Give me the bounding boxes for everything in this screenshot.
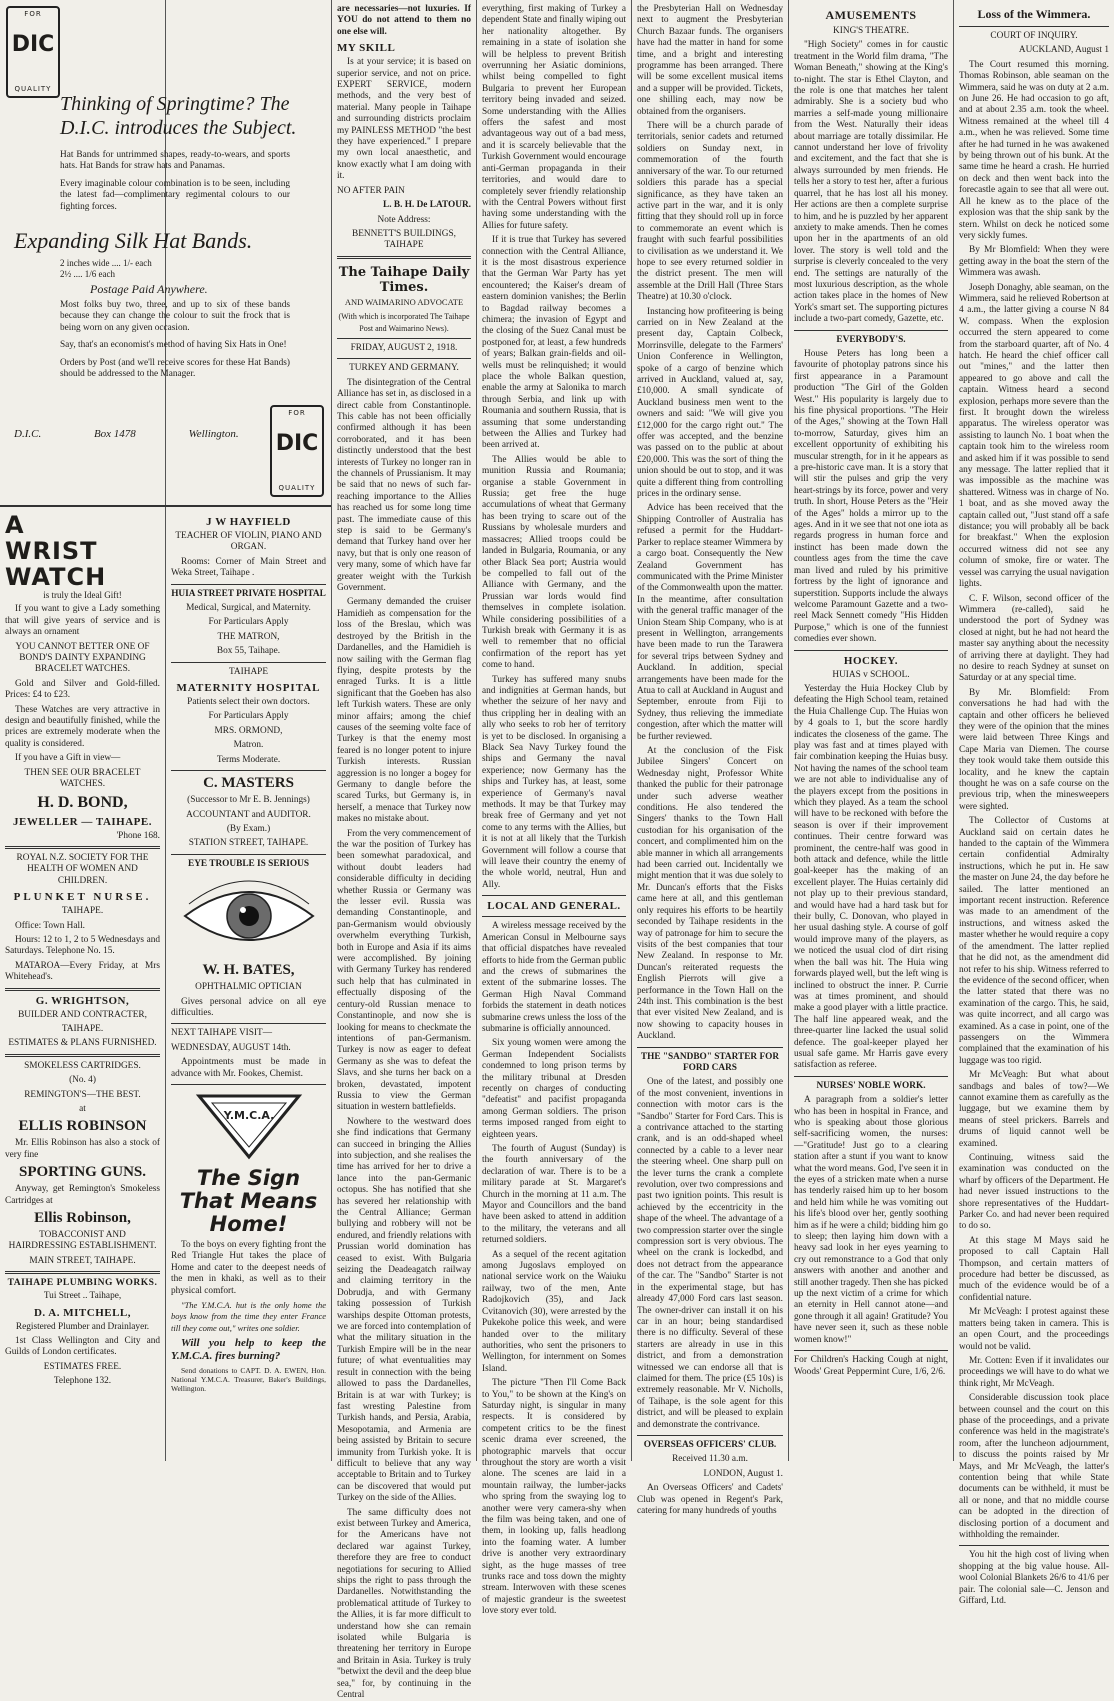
section-rule: [171, 584, 326, 585]
dic-intro: Hat Bands for untrimmed shapes, ready-to-wears, and sports hats. Hat Bands for straw hats and Panamas.: [60, 150, 290, 172]
dic-economist: Say, that's an economist's method of having Six Hats in One!: [60, 340, 287, 351]
overseas-received: Received 11.30 a.m.: [672, 1454, 748, 1465]
masthead-incorp: (With which is incorporated The Taihape Post and Waimarino News).: [338, 312, 470, 333]
section-rule: [794, 650, 948, 651]
section-rule: [171, 854, 326, 855]
cartridges-text: Mr. Ellis Robinson has also a stock of very fine: [5, 1138, 160, 1160]
dic-sig-right: Wellington.: [188, 428, 239, 440]
kings-head: KING'S THEATRE.: [833, 26, 909, 36]
hockey-head: HOCKEY.: [843, 654, 899, 667]
visit-head: NEXT TAIHAPE VISIT—: [171, 1028, 273, 1039]
section-rule: [0, 505, 331, 507]
local-paragraph: The fourth of August (Sunday) is the fourth anniversary of the declaration of war. There is to be a military parade at St. Margaret's Church in the morning at 11 a.m. The Mayor and Councillors and the band have been asked to attend in addition to the military, the veterans and all returned soldiers.: [482, 1144, 626, 1246]
eye-illustration: [179, 874, 319, 958]
overseas-paragraph: An Overseas Officers' and Cadets' Club was opened in Regent's Park, catering for many hundreds of youths: [637, 1483, 783, 1516]
cartridges-ad: [5, 1061, 160, 1267]
dic-logo: [270, 405, 324, 497]
dic-prices: [60, 258, 260, 280]
plumbing-phone: Telephone 132.: [53, 1376, 112, 1387]
dentist-address-note: Note Address:: [377, 214, 431, 225]
wimmera-dateline: AUCKLAND, August 1: [1018, 45, 1109, 56]
hockey-sub: HUIAS v SCHOOL.: [832, 669, 910, 680]
hayfield-name: J W HAYFIELD: [206, 516, 291, 528]
plunket-place: TAIHAPE.: [61, 906, 104, 917]
section-rule: [794, 330, 948, 331]
plumbing-trade: Registered Plumber and Drainlayer.: [15, 1321, 150, 1332]
cartridges-line: REMINGTON'S—THE BEST.: [24, 1089, 141, 1100]
wimmera-paragraph: Mr. Cotten: Even if it invalidates our proceedings we will have to do what we think right, Mr McVeagh.: [959, 1355, 1109, 1389]
maternity-particulars: For Particulars Apply: [208, 711, 289, 722]
leader-paragraph: The disintegration of the Central Alliance has set in, as disclosed in a direct cable from Constantinople. This cable has not been officially confirmed although it has been corroborated, and it has been distinctly understood that the best interests of Turkey no longer ran in the channels of Prussianism. It may be said that no news of such far-reaching importance to the Allies has reached us for some long time past. The immediate cause of this step is said to be Germany's demand that Turkey hand over her navy, but that is only one reason of very many, some of which have far greater weight with the Turkish Government.: [337, 377, 471, 594]
dic-advertisement: [0, 0, 331, 505]
maternity-title: MATERNITY HOSPITAL: [176, 682, 321, 695]
ymca-body: To the boys on every fighting front the Red Triangle Hut takes the place of Home and cater to the deepest needs of the men in khaki, as well as to their physical comfort.: [171, 1239, 326, 1296]
leader-paragraph: The same difficulty does not exist between Turkey and America, for the Americans have not declared war against Turkey, therefore they are free to conduct negotiations for securing to Allied ships the right to pass through the Dardanelles. Notwithstanding the problematical attitude of Turkey to the Allies, it is far more difficult to understand how she can remain isolated while Bulgaria is threatening her territory in Europe and Britain in Asia. Turkey is truly "betwixt the devil and the deep blue sea," for, by continuing in the Central: [337, 1507, 471, 1701]
hospital-particulars: For Particulars Apply: [208, 617, 289, 628]
robinson-street: MAIN STREET, TAIHAPE.: [29, 1255, 136, 1266]
local-paragraph: the Presbyterian Hall on Wednesday next to augment the Presbyterian Church Bazaar funds. The organisers have had the matter in hand for some time, and a bright and interesting programme has been arranged. There will be some excellent musical items and a supper will be provided. Tickets, one shilling each, may now be obtained from the organisers.: [637, 4, 783, 117]
section-rule: [959, 1545, 1109, 1546]
hospital-box: Box 55, Taihape.: [216, 646, 281, 657]
local-paragraph: Advice has been received that the Shipping Controller of Australia has refused a permit for the Huddart-Parker to replace steamer Wimmera by a cargo boat. Consequently the New Zealand Government has communicated with the Prime Minister of the Commonwealth upon the matter. In the meantime, after consultation with the general traffic manager of the Union Steam Ship Company, who is at present in Wellington, arrangements have been made to run the Tarawera for several trips between Sydney and Auckland. In addition, special arrangements have been made for the Atua to call at Auckland in August and September, enroute from Fiji to Sydney, thus relieving the immediate congestion, after which the matter will be further reviewed.: [637, 503, 783, 742]
masters-name: C. MASTERS: [203, 775, 294, 792]
dentist-name: L. B. H. De LATOUR.: [383, 200, 471, 211]
local-paragraph: A wireless message received by the American Consul in Melbourne says that official dispatches have revealed efforts to hide from the German public and the crews of submarines the extent of the submarine losses. The German High Naval Command forbids the statement in death notices submarine crews unless the loss of the submarine is officially announced.: [482, 921, 626, 1034]
leader-paragraph: Nowhere to the westward does she find indications that Germany can succeed in bringing the Allies into subjection, and she realises the time has arrived for her to drive a lance into the pan-Germanic octopus. She has notified that she has severed her relationship with the Central Alliance; German bullying and robbery will not be endured, and friendly relations with Prussian world domination has ceased to exist. With Bulgaria seizing the Deadeagatch railway and claiming territory in the Dobrudja, and with Germany taking possession of Turkish warships despite Ottoman protests, we are forced into contemplation of what the military situation in the Turkish Empire will be in the near future; of what eventualities may result in connection with the being allowed to pass the Dardanelles, Britain is at war with Turkey; is fast wresting Palestine from Turkish hands, and Persia, Arabia, Mesopotamia, and Armenia are being assisted by Britain to secure immunity from Turkish yoke. It is difficult to believe that any way acceptable to Britain and to Turkey can be discovered that would put Turkey on the side of the Allies.: [337, 1116, 471, 1504]
skill-top: are necessaries—not luxuries. If YOU do not attend to them no one else will.: [337, 4, 471, 37]
local-paragraph: Instancing how profiteering is being carried on in New Zealand at the present day, Captain Colbeck, Morrinsville, delegate to the Farmers' Union Conference in Wellington, spoke of a cargo of benzine which arrived in Auckland, valued at, say, £10,000. A small syndicate of Auckland business men went to the owners and said: "We will give you £12,000 for the cargo right out." The offer was accepted, and the benzine was passed on to the public at about £20,000. This was the sort of thing the union should be out to stop, and it was quite a different thing from controlling prices in the ordinary sense.: [637, 306, 783, 500]
wimmera-paragraph: At this stage M Mays said he proposed to call Captain Hall Thompson, and certain matters of procedure had better be discussed, as much of the evidence would be of a confidential nature.: [959, 1235, 1109, 1303]
dic-combo: Every imaginable colour combination is to be seen, including the latest fad—complimentary regimental colours to our fighting forces.: [60, 178, 290, 212]
wimmera-paragraph: By Mr. Blomfield: From conversations he had had with the captain and other officers he believed they were of the opinion that the mines were laid between Three Kings and Cape Maria van Diemen. The course they took would take them outside this locality, and he knew the captain thought he was on a safe course on the previous trip, when the minesweepers were sighted.: [959, 687, 1109, 812]
column-5: [632, 0, 788, 1516]
maternity-sub: Patients select their own doctors.: [187, 697, 310, 708]
wrist-title: A: [5, 511, 25, 539]
masters-trade: ACCOUNTANT and AUDITOR.: [186, 809, 311, 820]
robinson-name: ELLIS ROBINSON: [18, 1118, 147, 1135]
plunket-office: Office: Town Hall.: [15, 920, 86, 931]
wrist-watch-ad: [5, 512, 160, 842]
bates-advice: Gives personal advice on all eye difficulties.: [171, 996, 326, 1018]
leader-paragraph: everything, first making of Turkey a dependent State and finally wiping out her nationality altogether. By remaining in a state of isolation she will be helpless to prevent British overrunning her Asiatic dominions, whilst being compelled to fight Bulgaria to prevent her European territory being invaded and seized. Some understanding with the Allies offers the safest and most advantageous way out of a bad mess, and it is scarcely believable that the Turkish Government would encourage anti-German propaganda in their territories, and would dare to completely sever friendly relationship with the Central Powers without first having some understanding with the Allies for future safety.: [482, 4, 626, 231]
leader-paragraph: From the very commencement of the war the position of Turkey has been somewhat paradoxical, and without doubt leaders had considerable difficulty in deciding whether Russia or Germany was the lesser evil. Russia was demanding Constantinople, and pan-Germanism would obviously overwhelm everything Turkish, both in Europe and Asia if its aims were accomplished. By joining with Germany Turkey has rendered such help that has culminated in effectually disposing of the century-old Russian menace to Constantinople, and now she is looking for means to checkmate the intentions of pan-Germanism. Turkey is now as eager to defeat Germany as she was to defeat the Slavs, and she turns her back on a broken, devastated, impotent Russia to view the German situation in western battlefields.: [337, 828, 471, 1113]
hayfield-rooms: Rooms: Corner of Main Street and Weka Street, Taihape .: [171, 556, 326, 579]
amusement-paragraph: "High Society" comes in for caustic treatment in the World film drama, "The Woman Beneath," showing at the King's to-night. The star is Ethel Clayton, and the role is one that matches her talent admirably. She is a society bud who marries a self-made young millionaire from the West. Naturally their ideas about marriage are totally dissimilar. He cannot understand her love of frivolity and excitement, and the fact that she is always surrounded by men friends. He tells her a story to test her, after a furious quarrel, that he has lost all his money. Her actions are then a complete surprise to him, and he is puzzled by her apparent anxiety to make amends. Then he comes upon her in the apartments of an old lover. The story is well told and the surprise is cleverly concealed to the very end. The settings are naturally of the most luxurious description, as the whole action takes place in the homes of New York's smart set. The supporting pictures include a two-part comedy, Gazette, etc.: [794, 40, 948, 325]
plumbing-title: TAIHAPE PLUMBING WORKS.: [7, 1278, 158, 1289]
local-paragraph: The picture "Then I'll Come Back to You," to be shown at the King's on Saturday night, is singular in many respects. It is considered by competent critics to be the finest scenic drama ever screened, the photographic marvels that occur throughout the story are worth a visit alone. The scenes are laid in a mountain railway, the lumber-jacks who spring from the swaying log to another were very camera-shy when the film was being taken, and one of them, in looking up, falls headlong into the foaming water. A lumber drive is another very extraordinary sight, as the huge masses of tree trunks race and toss down the mighty stream. Interwoven with these scenes of majestic grandeur is the sweetest love story ever told.: [482, 1378, 626, 1617]
hospital-sub: Medical, Surgical, and Maternity.: [186, 603, 311, 614]
plumbing-ad: [5, 1278, 160, 1387]
section-rule: [337, 358, 471, 359]
wrightson-trade: BUILDER AND CONTRACTER,: [18, 1009, 147, 1020]
court-head: COURT OF INQUIRY.: [990, 31, 1078, 41]
logo-text: FOR: [288, 409, 306, 417]
dic-postage: Postage Paid Anywhere.: [90, 282, 208, 296]
amusements-head: AMUSEMENTS: [825, 8, 917, 22]
section-rule: [5, 1271, 160, 1274]
local-paragraph: There will be a church parade of territorials, senior cadets and returned soldiers on Sunday next, in commemoration of the fourth anniversary of the war. To our returned soldiers this parade has a special significance, as they have taken an active part in the war, and it is only fitting that they should roll up in force to commemorate an event which is fraught with such fearful possibilities to civilisation as we understand it. We hope to see every returned soldier in the district present. The men will assemble at the Drill Hall (Three Stars Theatre) at 10.30 o'clock.: [637, 121, 783, 303]
visit-date: WEDNESDAY, AUGUST 14th.: [171, 1042, 291, 1053]
leader-head: TURKEY AND GERMANY.: [349, 363, 459, 374]
dic-most-folks: Most folks buy two, three, and up to six of these bands because they can change the colour to suit the frock that is being worn on any given occasion.: [60, 300, 290, 333]
masthead-sub: AND WAIMARINO ADVOCATE: [344, 296, 464, 307]
plumbing-cert: 1st Class Wellington and City and Guilds of London certificates.: [5, 1336, 160, 1358]
bates-name: W. H. BATES,: [202, 962, 295, 979]
local-paragraph: As a sequel of the recent agitation among Jugoslavs employed on national service work on the Waiuku railway, two of the men, Ante Radojkovich (35), and Jack Cvitanovich (30), were arrested by the Pukekohe police this week, and were handed over to the military authorities, who sent the prisoners to Wellington, for internment on Somes Island.: [482, 1249, 626, 1374]
wimmera-paragraph: Continuing, witness said the examination was conducted on the wharf by officers of the Department. He had never issued instructions to the shore representatives of the Huddart-Parker Co. and had never been required to do so.: [959, 1153, 1109, 1232]
logo-text: QUALITY: [14, 85, 52, 93]
sandbo-paragraph: One of the latest, and possibly one of the most convenient, inventions in connection with motor cars is the "Sandbo" Starter for Ford Cars. This is a contrivance attached to the starting crank, and is an odd-shaped wheel connected by a cable to a lever near the steering wheel. One sharp pull on the lever turns the crank a complete revolution, over two compressions and past two ignition points. This result is achieved by the eccentricity in the shape of the wheel. The advantage of a two compression starter over the single compression sort is very obvious. The wheel on the crank is lockedbd, and does not detract from the appearance of the car. The "Sandbo" Starter is not in the experimental stage, but has already 47,000 Ford cars last season. The owner-driver can install it on his car in an hour; being standardised there is no difficulty. Several of these starters are already in use in this district, and from a demonstration witnessed we can endorse all that is claimed for them. The price (£5 10s) is extremely reasonable. Mr V. Nicholls, of Taihape, is the sole agent for this district, and will be pleased to explain and demonstrate the contrivance.: [637, 1077, 783, 1430]
logo-text: FOR: [24, 10, 42, 18]
amusement-paragraph: House Peters has long been a favourite of photoplay patrons since his first appearance in a Paramount production "The Girl of the Golden West." His popularity is largely due to his fine physical proportions. "The Heir of the Ages," showing at the Town Hall to-morrow, Saturday, gives him an excellent opportunity of exhibiting his muscular strength, for in it he appears as a pre-historic cave man. It is a story that will stir the pulses and grip the very heart-strings by its force, power and very truth. In short, House Peters as the "Heir of the Ages" holds a mirror up to the ages. And in it we see that not one iota as regards progress in human force and instinct has been made down the countless ages from the time the cave man lived and ruled by his primitive fortress by the light of ignorance and superstition. Supports include the always welcome Paramount Gazette and a two-reel Mack Sennett comedy "His Hidden Purpose," which is one of the funniest comedies ever shown.: [794, 348, 948, 645]
hayfield-trade: TEACHER OF VIOLIN, PIANO AND ORGAN.: [175, 531, 322, 553]
dic-signature: [14, 428, 274, 440]
ymca-sign-title: The Sign That Means Home!: [179, 1165, 318, 1236]
price-line: 2½ .... 1/6 each: [60, 269, 115, 279]
column-1: [0, 508, 165, 1461]
dic-sig-left: D.I.C.: [14, 428, 42, 440]
cartridges-line: SMOKELESS CARTRIDGES.: [24, 1060, 141, 1071]
wimmera-paragraph: Mr McVeagh: But what about sandbags and bales of tow?—We cannot examine them as carefully as the luggage, but we examine them by means of steel prickers. Barrels and drums of liquid cannot well be examined.: [959, 1070, 1109, 1149]
wimmera-paragraph: The Collector of Customs at Auckland said on certain dates he handed to the captain of the Wimmera certain confidential Admiralty instructions, which he put in. He saw the master on June 24, the day before he sailed. The latter mentioned an important recent instruction. Reference was made to an amendment of the instructions, and witness asked the master whether he would require a copy of the amendment. The latter replied that he did not, as the amendment did not refer to his ship. Witness referred to the evidence of the second officer, when the latter stated that there was no examination of the cargo. This, he said, was quite incorrect, and all cargo was examined. As a case in point, one of the passengers on the Wimmera complained that the examination of his luggage was too rigid.: [959, 816, 1109, 1066]
plunket-ad: [5, 853, 160, 984]
bond-name: H. D. BOND,: [37, 793, 128, 811]
column-2: [166, 508, 331, 1461]
maternity-place: TAIHAPE: [228, 666, 269, 677]
masters-sub: (Successor to Mr E. B. Jennings): [187, 795, 310, 806]
skill-head: MY SKILL: [337, 42, 396, 55]
plumbing-estimates: ESTIMATES FREE.: [43, 1361, 122, 1372]
leader-paragraph: Germany demanded the cruiser Hamidieh as compensation for the loss of the Breslau, which was destroyed by the British in the Dardanelles, and the Hamidieh is now sailing with the German flag flying, despite protests by the enraged Turks. It is a little significant that the Goeben has also left Turkish waters. These are only minor affairs; among the chief causes of the seeming volte face of Turkey is that the enemy most feared is no longer potent to injure Turkish interests. Russian aggression is no longer a bogey for Germany to dangle before the scared Turks, but Germany is, in herself, a menace that Turkey now makes no mistake about.: [337, 597, 471, 825]
logo-mark: DIC: [275, 431, 319, 456]
logo-mark: DIC: [11, 32, 55, 57]
nurses-head: NURSES' NOBLE WORK.: [816, 1080, 926, 1091]
hospital-matron: THE MATRON,: [217, 631, 280, 642]
section-rule: [5, 846, 160, 849]
nurses-paragraph: A paragraph from a soldier's letter who has been in hospital in France, and who is speaking about those glorious self-sacrificing women, the nurses:—"Gratitude! Just go to a clearing station after a stunt if you want to know what the word means. God, I've seen it in the eyes of a stricken mate when a nurse has tenderly raised him up to her bosom and held him while he was vomiting out his life's blood over her, gently soothing him as if he were a child; bidding him go to sleep; then laying him down with a heavy sad look in her eyes yearning to cry out remonstrance to a God that only answers with another and another and still another tragedy. Then she has picked up the next victim of a crime for which an eternity in Hell cannot atone—and gone through it all again! Gratitude? You have never seen it, such as these noble women know!": [794, 1095, 949, 1345]
eye-head: EYE TROUBLE IS SERIOUS: [188, 858, 309, 869]
section-rule: [959, 26, 1109, 27]
bates-trade: OPHTHALMIC OPTICIAN: [195, 982, 302, 993]
maternity-matron: Matron.: [233, 740, 264, 751]
dic-orders: Orders by Post (and we'll receive scores for these Hat Bands) should be addressed to the Manager.: [60, 357, 290, 380]
dic-body2: [60, 300, 290, 383]
wimmera-paragraph: Mr McVeagh: I protest against these matters being taken in camera. This is an open Court, and the proceedings would not be valid.: [959, 1307, 1109, 1352]
price-line: 2 inches wide .... 1/- each: [60, 258, 152, 268]
column-7: [954, 0, 1114, 1607]
section-rule: [5, 988, 160, 991]
local-general-head: LOCAL AND GENERAL.: [487, 900, 621, 913]
wrist-text: Gold and Silver and Gold-filled. Prices: £4 to £23.: [5, 678, 160, 701]
section-rule: [337, 338, 471, 339]
wimmera-paragraph: Considerable discussion took place between counsel and the court on this phase of the proceedings, and a private conference was held in the magistrate's room, after the luncheon adjournment, to discuss the points raised by Mr Mays, and Mr McVeagh, the latter's contention being that while State documents can be withheld, it must be all or none, and that no middle course can be adopted in the direction of disclosing portion of a document and withholding the remainder.: [959, 1393, 1109, 1540]
bond-phone: 'Phone 168.: [116, 830, 160, 841]
hospital-head: HUIA STREET PRIVATE HOSPITAL: [171, 588, 326, 599]
wimmera-paragraph: Joseph Donaghy, able seaman, on the Wimmera, said he relieved Robertson at 4 a.m., the latter giving a course N 84 W. compass. When the explosion occurred the stern appeared to come from the starboard quarter, aft of No. 4 hatch. He heard the chief officer call out "mines," and the latter then appeared to go above and call the captain. Witness heard a second explosion, perhaps more severe than the first. It brought down the wireless apparatus. The wireless operator was assisting to launch No. 1 boat when the captain took him to the wireless room and asked him if it was possible to send any message. The latter replied that it was impossible as the machine was shattered. Witness was in charge of No. 1 boat, and as she moved away the captain called out, "Just stand off a safe distance; you will probably all be back for breakfast." When the explosion occurred witness did not see any column of smoke, fire or water. The vessel was carrying the usual navigation lights.: [959, 282, 1109, 590]
plunket-hours: Hours: 12 to 1, 2 to 5 Wednesdays and Saturdays. Telephone No. 15.: [5, 934, 160, 957]
skill-body: Is at your service; it is based on superior service, and not on price. EXPERT SERVICE, modern methods, and the very best of material. Many people in Taihape and surrounding districts proclaim my PAINLESS METHOD "the best they have experienced." I prepare my own local anaesthetic, and know exactly what I am doing with it.: [337, 57, 471, 182]
masthead-date: FRIDAY, AUGUST 2, 1918.: [350, 342, 458, 353]
leader-paragraph: If it is true that Turkey has severed connection with the Central Alliance, it is the most disastrous experience that the German War Party has yet encountered; the Kaiser's dream of eastern dominion vanishes; the Berlin to Bagdad railway becomes a chimera; the invasion of Egypt and the closing of the Suez Canal must be postponed for, at least, a few hundreds of years; Balkan grain-fields and oil-wells must be relinquished; it would place the whole Balkan question, enable the army at Salonika to march through Serbia, and link up with Roumania and southern Russia, that is assuming that some understanding between the Allies and Turkey had been arrived at.: [482, 235, 626, 451]
masters-exam: (By Exam.): [226, 823, 271, 834]
wrightson-estimates: ESTIMATES & PLANS FURNISHED.: [8, 1038, 157, 1049]
visit-body: Appointments must be made in advance with Mr. Fookes, Chemist.: [171, 1057, 326, 1079]
wimmera-paragraph: The Court resumed this morning. Thomas Robinson, able seaman on the Wimmera, said he was on duty at 2 a.m. on June 26. He had occasion to go aft, and at about 2.35 a.m. took the wheel. Witness remained at the wheel till 4 a.m., when he was relieved. Some time after he had turned in he was awakened by being thrown out of his bunk. At the same time he heard a crash. He hurried on deck and then went back into the forecastle again to see that all were out. All he knew as to the place of the explosion was that the ship sank by the stern. Whilst on deck he noticed some very sickly fumes.: [959, 59, 1109, 241]
ymca-donations: Send donations to CAPT. D. A. EWEN, Hon. National Y.M.C.A. Treasurer, Baker's Buildings, Wellington.: [171, 1366, 326, 1394]
ymca-help: Will you help to keep the Y.M.C.A. fires burning?: [171, 1337, 326, 1363]
no-pain: NO AFTER PAIN: [337, 185, 405, 196]
sandbo-head: THE "SANDBO" STARTER FOR FORD CARS: [640, 1051, 780, 1073]
bond-trade: JEWELLER — TAIHAPE.: [13, 815, 152, 828]
section-rule: [5, 1054, 160, 1057]
robinson-name: Ellis Robinson,: [34, 1210, 131, 1227]
wrist-title: WRIST: [5, 537, 98, 565]
sporting-guns: SPORTING GUNS.: [19, 1164, 146, 1181]
dic-logo: [6, 6, 60, 98]
local-paragraph: At the conclusion of the Fisk Jubilee Singers' Concert on Wednesday night, Professor White thanked the public for their patronage under such adverse weather conditions. He also tendered the Singers' thanks to the Town Hall custodian for his organisation of the concert, and complimented him on the able manner in which all arrangements had been carried out. Incidentally we might mention that it was due solely to Mr. Duncan's efforts that the Fisks came here at all, and this gentleman only requires his efforts to be heartily seconded by Taihape residents in the way of patronage for him to secure the visits of the best companies that tour New Zealand. In response to Mr. Duncan's reiterated requests the English Pierrots will give a performance in the Town Hall on the 24th inst. This combination is the best that ever visited New Zealand, and is now showing to capacity houses in Auckland.: [637, 746, 783, 1042]
leader-paragraph: The Allies would be able to munition Russia and Roumania; organise a stable Government in Russia; get free the huge accumulations of wheat that Germany has been trying to scare out of the Russians by wholesale murders and massacres; Allied troops could be landed in Bulgaria, Roumania, or any other Black Sea port; Austria would be compelled to fall out of the Alliance with Germany, and the Prussian war lords would find themselves in complete isolation. While considering possibilities of a Turkish break with Germany it is as well to remember that no official confirmation of the report has yet come to hand.: [482, 454, 626, 671]
section-rule: [794, 1350, 948, 1351]
ymca-label: Y.M.C.A.: [223, 1108, 274, 1122]
wrightson-name: G. WRIGHTSON,: [35, 994, 130, 1007]
plumbing-name: D. A. MITCHELL,: [33, 1306, 132, 1319]
dic-sig-box: Box 1478: [93, 428, 136, 440]
wimmera-head: Loss of the Wimmera.: [977, 7, 1091, 21]
wrightson-place: TAIHAPE.: [61, 1023, 104, 1034]
everybodys-head: EVERYBODY'S.: [836, 334, 906, 345]
cough-ad: For Children's Hacking Cough at night, Woods' Great Peppermint Cure, 1/6, 2/6.: [794, 1355, 948, 1377]
wrist-title: WATCH: [5, 563, 107, 591]
overseas-head: OVERSEAS OFFICERS' CLUB.: [643, 1439, 777, 1450]
section-rule: [637, 1435, 783, 1436]
section-rule: [482, 916, 626, 917]
section-rule: [482, 895, 626, 896]
cartridges-line: at: [79, 1104, 86, 1114]
hockey-paragraph: Yesterday the Huia Hockey Club by defeating the High School team, retained the Huia Challenge Cup. The Huias won by 4 goals to 1, but the score hardly indicates the closeness of the game. The play was fast and at times played with fair combination keeping the Huias busy. Not having the names of the school team we are not able to individualise any of the players except from the positions in which they played. As a team the school will have to be reckoned with before the season is over if their improvement continues. Their centre forward was prominent, the centre-half was good in both attack and defence, while the little goal-keeper has the making of an excellent player. The Huias certainly did not play up to their previous standard, and would have had a hard task but for their bully, C. Donovan, who played in her usual dashing style. A course of golf would improve many of the players, as we noticed the usual clod of dirt rising when the ball was hit. The Huia wing forwards played well, but the left wing is inclined to obstruct the inner. P. Currie was at times prominent, and should make a good player with a little practice. The half line appeared weak, and the three-quarter line lacked the usual solid defence. The goal-keeper played her usual safe game. Mr Harris gave every satisfaction as referee.: [794, 683, 948, 1071]
section-rule: [171, 1084, 326, 1085]
maternity-terms: Terms Moderate.: [216, 754, 281, 765]
column-4: [477, 0, 631, 1617]
wrist-text: If you have a Gift in view—: [15, 753, 121, 764]
local-paragraph: Six young women were among the German Independent Socialists condemned to long prison terms by the military tribunal at Dresden recently on charges of conducting "defeatist" and pacifist propaganda among German soldiers. The prison terms imposed ranged from eight to eighteen years.: [482, 1038, 626, 1140]
wrightson-ad: [5, 995, 160, 1050]
ymca-quote: "The Y.M.C.A. hut is the only home the boys know from the time they enter France till they come out," writes one soldier.: [171, 1300, 326, 1333]
section-rule: [171, 770, 326, 771]
section-rule: [637, 1047, 783, 1048]
plumbing-street: Tui Street .. Taihape,: [43, 1291, 122, 1302]
column-3: [332, 0, 476, 1701]
dentist-address: BENNETT'S BUILDINGS, TAIHAPE: [352, 228, 456, 251]
dic-expanding: Expanding Silk Hat Bands.: [14, 228, 253, 253]
plunket-title: PLUNKET NURSE.: [13, 891, 152, 904]
wrist-text: If you want to give a Lady something that will give years of service and is always an ornament: [5, 604, 160, 638]
wrist-text: YOU CANNOT BETTER ONE OF BOND'S DAINTY EXPANDING BRACELET WATCHES.: [15, 641, 150, 675]
masters-station: STATION STREET, TAIHAPE.: [188, 838, 309, 849]
leader-paragraph: Turkey has suffered many snubs and indignities at German hands, but whether the seizure of her navy and thus crippling her in dealing with an ally who seeks to rob her of territory is yet to be disclosed. In organising a Black Sea Navy Turkey found the ships and Germany the naval experience; now Germany has the ships and Turkey has, at least, some experience of Germany's naval methods. It may be that Turkey may break free of Germany and yet not come to any terms with the Allies, but it is not at all likely that the Turkish Government will follow a course that will leave their country the enemy of the whole world, neutral, Hun and Ally.: [482, 674, 626, 890]
column-6: [789, 0, 953, 1461]
cartridges-line: (No. 4): [69, 1075, 96, 1086]
maternity-mrs: MRS. ORMOND,: [214, 725, 283, 736]
wimmera-paragraph: By Mr Blomfield: When they were getting away in the boat the stern of the Wimmera was awash.: [959, 245, 1109, 279]
wrist-tagline: is truly the Ideal Gift!: [43, 590, 122, 600]
section-rule: [171, 662, 326, 663]
plunket-society: ROYAL N.Z. SOCIETY FOR THE HEALTH OF WOMEN AND CHILDREN.: [16, 852, 149, 886]
dic-body: [60, 150, 290, 216]
section-rule: [794, 1076, 948, 1077]
overseas-dateline: LONDON, August 1.: [703, 1468, 783, 1479]
dic-headline: Thinking of Springtime? The D.I.C. introduces the Subject.: [60, 93, 297, 139]
wimmera-paragraph: C. F. Wilson, second officer of the Wimmera (re-called), said he understood the port of Sydney was closed at night, but he had not heard the master say anything about the necessity of arriving there at daylight. They had no desire to reach Sydney at sunset on Saturday or at any special time.: [959, 593, 1109, 684]
section-rule: [337, 256, 471, 259]
section-rule: [171, 1023, 326, 1024]
ymca-triangle-icon: [194, 1091, 304, 1161]
masthead-title: The Taihape Daily Times.: [338, 264, 470, 295]
plunket-mataroa: MATAROA—Every Friday, at Mrs Whitehead's.: [5, 960, 160, 983]
wrist-text: THEN SEE OUR BRACELET WATCHES.: [24, 767, 141, 790]
blanket-ad: You hit the high cost of living when shopping at the big value house. All-wool Colonial Blankets 26/6 to 41/6 per pair. The colonial sale—C. Jenson and Giffard, Ltd.: [959, 1550, 1109, 1607]
robinson-trade: TOBACCONIST AND HAIRDRESSING ESTABLISHMENT.: [8, 1230, 157, 1252]
logo-text: QUALITY: [278, 484, 316, 492]
wrist-text: These Watches are very attractive in design and beautifully finished, while the prices are extremely moderate when the quality is considered.: [5, 704, 160, 749]
cartridges-text: Anyway, get Remington's Smokeless Cartridges at: [5, 1184, 160, 1206]
